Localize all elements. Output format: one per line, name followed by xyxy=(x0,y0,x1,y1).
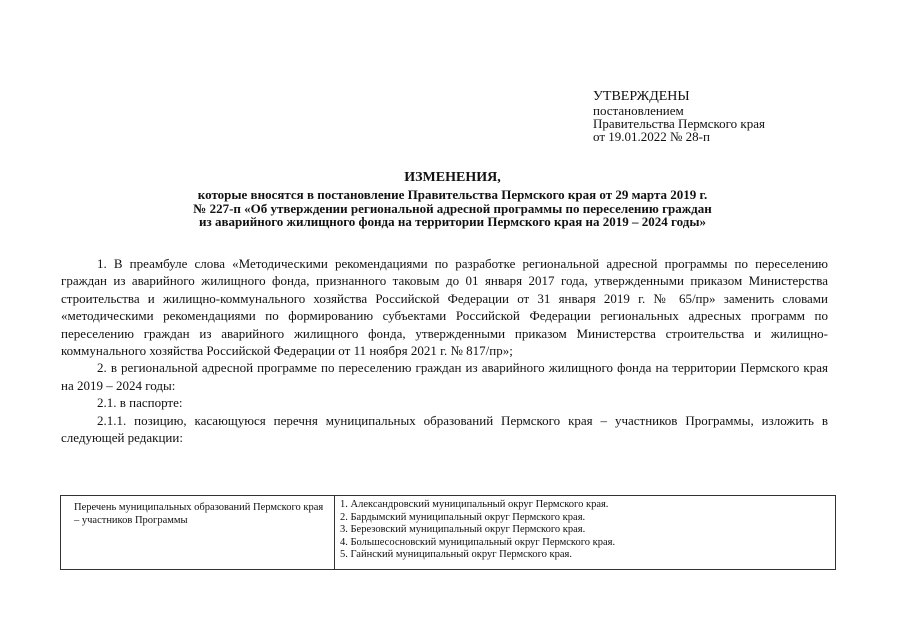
list-item: 2. Бардымский муниципальный округ Пермского края. xyxy=(340,511,586,523)
list-item: 1. Александровский муниципальный округ Пермского края. xyxy=(340,499,609,510)
approval-line-2: Правительства Пермского края xyxy=(593,116,765,131)
paragraph-1: 1. В преамбуле слова «Методическими рекомендациями по разработке региональной адресной программы по переселению граждан из аварийного жилищного фонда, признанного таковым до 01 января 2017 года, утвержденными приказом Министерства строительства и жилищно-коммунального хозяйства Российской Федерации от 31 января 2019 г. № 65/пр» заменить словами «методическими рекомендациями по формированию субъектами Российской Федерации региональных адресных программ по переселению граждан из аварийного жилищного фонда, утвержденными приказом Министерства строительства и жилищно-коммунального хозяйства Российской Федерации от 11 ноября 2021 г. № 817/пр»; xyxy=(61,256,828,359)
list-item: 3. Березовский муниципальный округ Пермского края. xyxy=(340,524,586,535)
paragraph-2: 2. в региональной адресной программе по переселению граждан из аварийного жилищного фонда на территории Пермского края на 2019 – 2024 годы: xyxy=(61,360,828,393)
table-label-cell: Перечень муниципальных образований Пермского края – участников Программы xyxy=(61,496,335,570)
subtitle-line-1: которые вносятся в постановление Правительства Пермского края от 29 марта 2019 г. xyxy=(197,187,708,202)
approval-block xyxy=(593,89,765,143)
list-item: 5. Гайнский муниципальный округ Пермского края. xyxy=(340,549,573,560)
document-title: ИЗМЕНЕНИЯ, xyxy=(404,170,501,185)
table-row xyxy=(61,496,836,570)
subtitle-line-2: № 227-п «Об утверждении региональной адресной программы по переселению граждан xyxy=(193,200,712,216)
subtitle-line-3: из аварийного жилищного фонда на территории Пермского края на 2019 – 2024 годы» xyxy=(199,214,706,229)
approval-line-3: от 19.01.2022 № 28-п xyxy=(593,129,710,144)
paragraph-2-1: 2.1. в паспорте: xyxy=(97,395,183,411)
paragraph-2-1-1: 2.1.1. позицию, касающуюся перечня муниципальных образований Пермского края – участников Программы, изложить в следующей редакции: xyxy=(61,412,828,446)
approval-heading: УТВЕРЖДЕНЫ xyxy=(593,89,690,104)
document-subtitle xyxy=(60,188,845,229)
table-items-cell xyxy=(335,496,836,570)
list-item: 4. Большесосновский муниципальный округ Пермского края. xyxy=(340,536,616,548)
document-body xyxy=(61,255,828,446)
approval-line-1: постановлением xyxy=(593,103,684,118)
participants-table xyxy=(60,495,836,570)
